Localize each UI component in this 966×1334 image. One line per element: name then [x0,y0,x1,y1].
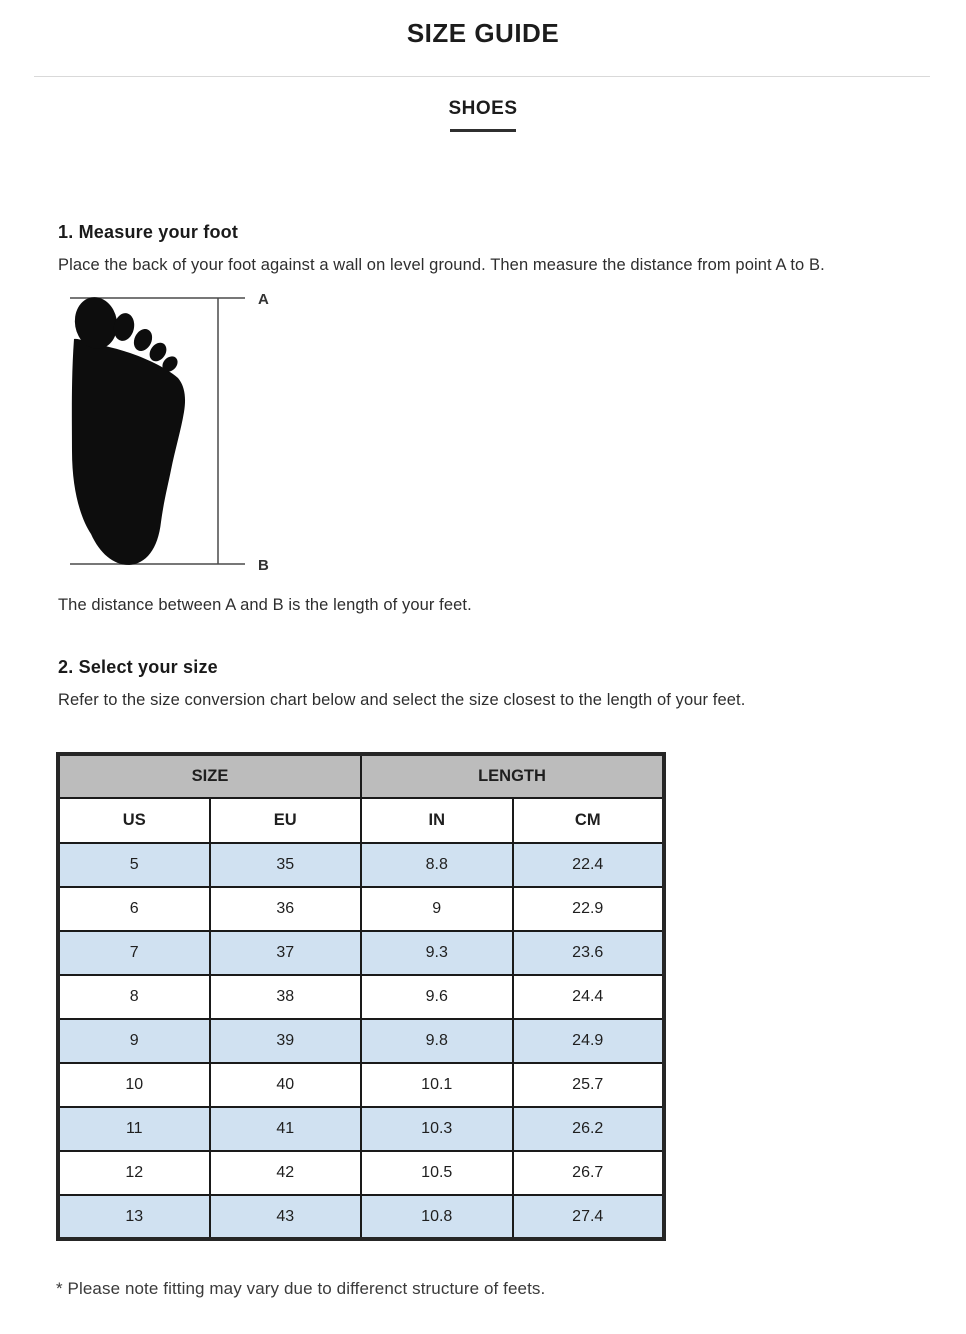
table-cell: 9 [58,1019,210,1063]
table-cell: 8 [58,975,210,1019]
table-cell: 10.5 [361,1151,513,1195]
group-header-size: SIZE [58,754,361,798]
table-cell: 36 [210,887,362,931]
table-column-header-row [58,798,664,843]
category-underline [450,129,516,132]
table-cell: 8.8 [361,843,513,887]
table-cell: 13 [58,1195,210,1239]
group-header-length: LENGTH [361,754,664,798]
table-row [58,975,664,1019]
column-header-in: IN [361,798,513,843]
foot-icon [71,294,185,565]
table-cell: 43 [210,1195,362,1239]
table-group-header-row [58,754,664,798]
table-cell: 37 [210,931,362,975]
table-cell: 9.3 [361,931,513,975]
table-cell: 40 [210,1063,362,1107]
table-cell: 27.4 [513,1195,665,1239]
table-row [58,931,664,975]
table-cell: 5 [58,843,210,887]
table-cell: 41 [210,1107,362,1151]
table-cell: 9.8 [361,1019,513,1063]
table-row [58,1019,664,1063]
point-b-label: B [258,557,270,574]
column-header-eu: EU [210,798,362,843]
measure-caption: The distance between A and B is the length of your feet. [58,596,472,614]
table-cell: 24.4 [513,975,665,1019]
table-row [58,1195,664,1239]
measure-heading: 1. Measure your foot [58,222,239,242]
table-cell: 12 [58,1151,210,1195]
table-cell: 10 [58,1063,210,1107]
table-cell: 6 [58,887,210,931]
column-header-cm: CM [513,798,665,843]
foot-measurement-diagram [70,291,300,576]
select-size-instructions: Refer to the size conversion chart below and select the size closest to the length of your feet. [58,691,746,709]
table-row [58,1151,664,1195]
table-cell: 26.2 [513,1107,665,1151]
table-cell: 9 [361,887,513,931]
table-cell: 10.1 [361,1063,513,1107]
table-row [58,843,664,887]
select-size-heading: 2. Select your size [58,657,218,677]
table-row [58,1063,664,1107]
table-cell: 26.7 [513,1151,665,1195]
category-title: SHOES [448,98,518,119]
table-cell: 11 [58,1107,210,1151]
table-cell: 42 [210,1151,362,1195]
measure-section [58,222,908,615]
page-title: SIZE GUIDE [406,18,560,48]
measure-instructions: Place the back of your foot against a wall on level ground. Then measure the distance from point A to B. [58,256,825,274]
point-a-label: A [258,291,270,308]
table-cell: 7 [58,931,210,975]
fitting-footnote: * Please note fitting may vary due to differenct structure of feets. [56,1279,546,1298]
column-header-us: US [58,798,210,843]
header-divider [34,76,930,77]
table-cell: 23.6 [513,931,665,975]
table-cell: 22.4 [513,843,665,887]
table-cell: 38 [210,975,362,1019]
table-cell: 24.9 [513,1019,665,1063]
table-row [58,887,664,931]
table-cell: 10.3 [361,1107,513,1151]
table-cell: 25.7 [513,1063,665,1107]
table-cell: 10.8 [361,1195,513,1239]
select-size-section [58,657,908,710]
table-cell: 39 [210,1019,362,1063]
table-cell: 22.9 [513,887,665,931]
table-row [58,1107,664,1151]
table-cell: 35 [210,843,362,887]
table-cell: 9.6 [361,975,513,1019]
size-conversion-table [56,752,666,1241]
